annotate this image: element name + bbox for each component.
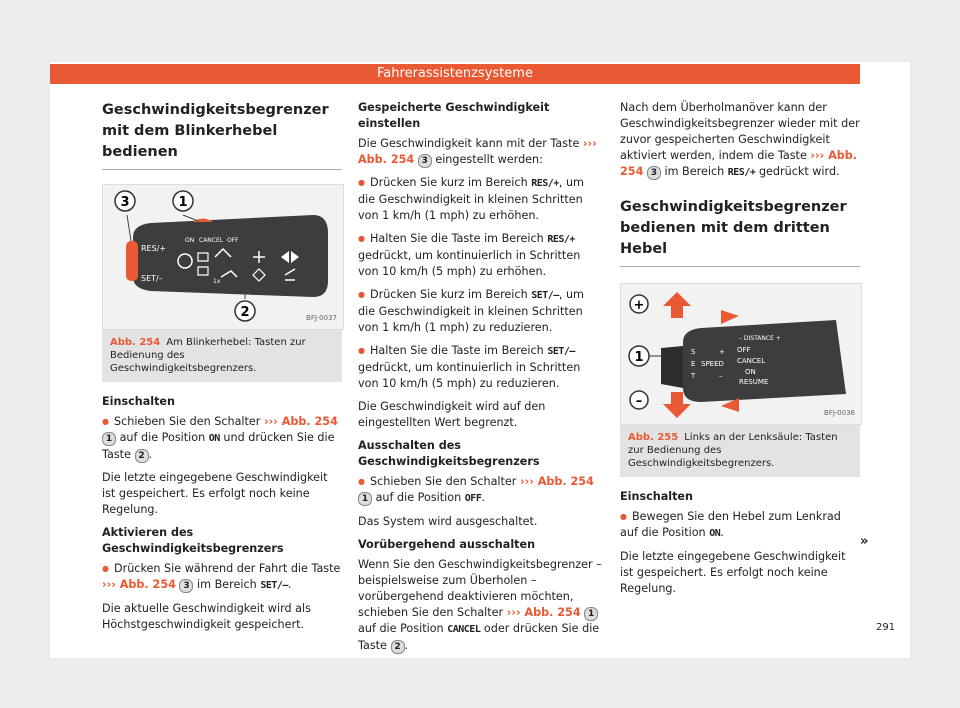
bullet: ● Halten Sie die Taste im Bereich RES/+ gedrückt, um kontinuierlich in Schritten von 10 km/h (5 mph) zu erhöhen. — [358, 231, 603, 280]
continue-marker: » — [860, 534, 869, 549]
svg-text:2: 2 — [240, 305, 250, 320]
bullet: ● Bewegen Sie den Hebel zum Lenkrad auf die Position ON. — [620, 509, 860, 542]
svg-text:+: + — [719, 348, 725, 356]
svg-text:1: 1 — [178, 195, 188, 210]
figure-link[interactable]: ››› Abb. 254 — [263, 415, 338, 428]
onex-label: 1x — [213, 278, 221, 285]
bullet: ● Drücken Sie während der Fahrt die Taste ››› Abb. 254 3 im Bereich SET/–. — [102, 561, 342, 594]
figure-id: BFJ-0037 — [306, 314, 337, 322]
subheading: Einschalten — [620, 490, 693, 503]
figure-link[interactable]: ››› Abb. 254 — [358, 137, 597, 166]
paragraph: Das System wird ausgeschaltet. — [358, 515, 538, 528]
bullet: ● Schieben Sie den Schalter ››› Abb. 254 1 auf die Position ON und drücken Sie die Taste 2 . — [102, 414, 342, 463]
svg-text:3: 3 — [120, 195, 130, 210]
paragraph: Nach dem Überholmanöver kann der Geschwindigkeitsbegrenzer wieder mit der zuvor gespeicherten Geschwindigkeit aktiviert werden, indem die Taste ››› Abb. 254 3 im Bereich RES/+ gedrückt wird. — [620, 101, 860, 178]
figure-254 — [102, 184, 344, 330]
column-2 — [358, 100, 603, 661]
svg-text:CANCEL: CANCEL — [737, 357, 766, 365]
speed-label: SPEED — [701, 360, 724, 368]
bullet: ● Halten Sie die Taste im Bereich SET/– gedrückt, um kontinuierlich in Schritten von 10 km/h (5 mph) zu reduzieren. — [358, 343, 603, 392]
distance-label: – DISTANCE + — [739, 335, 781, 342]
svg-text:S: S — [691, 348, 696, 356]
res-label: RES/+ — [141, 244, 167, 253]
section-title: Geschwindigkeitsbegrenzer bedienen mit dem dritten Hebel — [620, 197, 860, 267]
bullet: ● Schieben Sie den Schalter ››› Abb. 254 1 auf die Position OFF. — [358, 474, 603, 507]
figure-caption: Abb. 255 Links an der Lenksäule: Tasten zur Bedienung des Geschwindigkeitsbegrenzers. — [620, 425, 860, 477]
figure-255 — [620, 283, 862, 425]
paragraph: Die letzte eingegebene Geschwindigkeit ist gespeichert. Es erfolgt noch keine Regelung. — [102, 471, 328, 516]
paragraph: Die Geschwindigkeit kann mit der Taste ››› Abb. 254 3 eingestellt werden: — [358, 137, 597, 166]
svg-text:1: 1 — [634, 350, 644, 365]
subheading: Aktivieren des Geschwindigkeitsbegrenzers — [102, 526, 284, 555]
set-label: SET/– — [141, 274, 163, 283]
section-title: Geschwindigkeitsbegrenzer mit dem Blinkerhebel bedienen — [102, 100, 342, 170]
svg-text:OFF: OFF — [737, 346, 751, 354]
on-label: ON — [185, 237, 195, 244]
column-3 — [620, 100, 860, 604]
svg-text:T: T — [691, 372, 696, 380]
subheading: Einschalten — [102, 395, 175, 408]
paragraph: Die Geschwindigkeit wird auf den eingestellten Wert begrenzt. — [358, 400, 546, 429]
svg-text:–: – — [719, 372, 723, 380]
figure-link[interactable]: ››› Abb. 254 — [506, 606, 581, 619]
subheading: Gespeicherte Geschwindigkeit einstellen — [358, 101, 550, 130]
chapter-header: Fahrerassistenzsysteme — [50, 64, 860, 84]
figure-link[interactable]: ››› Abb. 254 — [102, 578, 176, 591]
svg-text:ON: ON — [745, 368, 756, 376]
subheading: Vorübergehend ausschalten — [358, 538, 536, 551]
paragraph: Wenn Sie den Geschwindigkeitsbegrenzer – beispielsweise zum Überholen – vorübergehend deaktivieren möchten, schieben Sie den Schalter ››› Abb. 254 1 auf die Position CANCEL oder drücken Sie die Taste 2 . — [358, 558, 602, 652]
svg-text:–: – — [635, 394, 643, 409]
figure-link[interactable]: ››› Abb. 254 — [620, 149, 858, 178]
svg-text:E: E — [691, 360, 696, 368]
bullet: ● Drücken Sie kurz im Bereich RES/+, um die Geschwindigkeit in kleinen Schritten von 1 km/h (1 mph) zu erhöhen. — [358, 175, 603, 224]
off-label: OFF — [227, 237, 239, 244]
subheading: Ausschalten des Geschwindigkeitsbegrenzers — [358, 439, 540, 468]
figure-caption: Abb. 254 Am Blinkerhebel: Tasten zur Bedienung des Geschwindigkeitsbegrenzers. — [102, 330, 342, 382]
svg-text:+: + — [633, 298, 645, 313]
svg-text:RESUME: RESUME — [739, 378, 769, 386]
lever-illustration — [621, 284, 861, 424]
paragraph: Die letzte eingegebene Geschwindigkeit ist gespeichert. Es erfolgt noch keine Regelung. — [620, 550, 846, 595]
cancel-label: CANCEL — [199, 237, 224, 244]
figure-link[interactable]: ››› Abb. 254 — [519, 475, 594, 488]
column-1 — [102, 100, 342, 640]
figure-id: BFJ-0036 — [824, 409, 855, 417]
page-number: 291 — [876, 622, 896, 633]
paragraph: Die aktuelle Geschwindigkeit wird als Höchstgeschwindigkeit gespeichert. — [102, 602, 311, 631]
stalk-illustration — [103, 185, 343, 329]
bullet: ● Drücken Sie kurz im Bereich SET/–, um die Geschwindigkeit in kleinen Schritten von 1 km/h (1 mph) zu reduzieren. — [358, 287, 603, 336]
